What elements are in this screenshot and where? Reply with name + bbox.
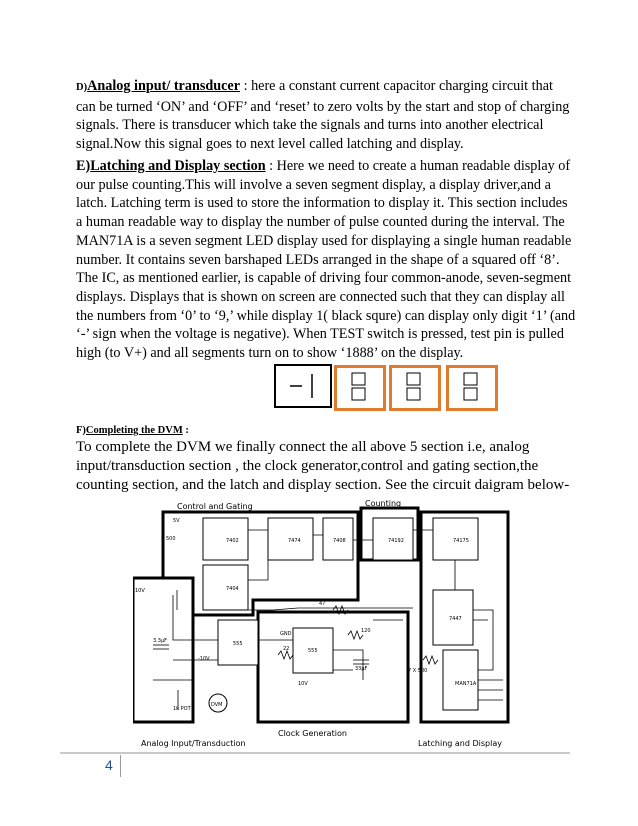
svg-text:7474: 7474 [288, 538, 301, 544]
label-clock-generation: Clock Generation [278, 729, 347, 738]
section-f-colon: : [182, 425, 189, 436]
svg-text:500: 500 [166, 536, 176, 542]
label-counting: Counting [365, 500, 402, 508]
eight-segment-icon [449, 368, 495, 408]
digit-one-icon [276, 366, 330, 406]
svg-text:74175: 74175 [453, 538, 469, 544]
display-digit-2 [334, 365, 386, 411]
footer-rule [60, 752, 570, 754]
resistor-array [423, 656, 438, 664]
label-analog-input: Analog Input/Transduction [141, 739, 246, 748]
section-f-heading: Completing the DVM [85, 425, 183, 436]
section-d-prefix: D) [76, 82, 88, 93]
svg-text:22: 22 [283, 646, 290, 652]
display-digit-4 [446, 365, 498, 411]
svg-text:MAN71A: MAN71A [455, 681, 477, 687]
section-f-prefix: F) [76, 425, 86, 436]
svg-text:DVM: DVM [211, 702, 223, 708]
eight-segment-icon [337, 368, 383, 408]
display-digit-3 [389, 365, 441, 411]
svg-text:-10V: -10V [198, 656, 210, 662]
svg-text:33μF: 33μF [355, 666, 368, 672]
label-control-gating: Control and Gating [177, 502, 253, 511]
svg-text:10V: 10V [298, 681, 308, 687]
svg-text:7404: 7404 [226, 586, 239, 592]
svg-text:120: 120 [361, 628, 371, 634]
chip-man71a [443, 650, 478, 710]
svg-text:47: 47 [319, 601, 326, 607]
section-f-paragraph [76, 438, 576, 495]
svg-text:7408: 7408 [333, 538, 346, 544]
section-e-text: : Here we need to create a human readable display of our pulse counting.This will involve a seven segment display, a display driver,and a latch. Latching term is used to store the information to display it. This section includes a human readable way to display the number of pulse counted during the interval. The MAN71A is a seven segment LED display used for displaying a single human readable number. It contains seven barshaped LEDs arranged in the shape of a squared off ‘8’. The IC, as mentioned earlier, is capable of driving four common-anode, seven-segment displays. Displays that is shown on screen are connected such that they can display all the numbers from ‘0’ to ‘9,’ while display 1( black squre) can display only digit ‘1’ (and ‘-’ sign when the voltage is negative). When TEST switch is pressed, test pin is pulled high (to V+) and all segments turn on to show ‘1888’ on the display. [76, 158, 576, 362]
section-d-heading: Analog input/ transducer [87, 78, 241, 94]
eight-segment-icon [392, 368, 438, 408]
section-e-paragraph [76, 157, 576, 363]
svg-text:555: 555 [308, 648, 318, 654]
page-number: 4 [105, 757, 113, 773]
section-e-heading: Latching and Display section [90, 158, 266, 174]
display-digit-one [274, 364, 332, 408]
section-d-text: : here a constant current capacitor charging circuit that can be turned ‘ON’ and ‘OFF’ and ‘reset’ to zero volts by the start and stop of charging signals. There is transducer which take the signals and turns into another electrical signal.Now this signal goes to next level called latching and display. [76, 78, 570, 153]
svg-text:7 X 500: 7 X 500 [408, 668, 428, 674]
circuit-diagram [133, 500, 557, 758]
seven-segment-displays-figure [0, 364, 638, 412]
circuit-schematic [133, 500, 557, 758]
resistor-22 [278, 651, 293, 659]
label-latching-display: Latching and Display [418, 739, 502, 748]
analog-boundary [133, 578, 193, 722]
section-f-text: To complete the DVM we finally connect the all above 5 section i.e, analog input/transduction section , the clock generator,control and gating section,the counting section, and the latch and display section. See the circuit daigram below- [76, 439, 570, 493]
section-e-prefix: E) [76, 158, 91, 174]
svg-text:7447: 7447 [449, 616, 462, 622]
svg-text:5V: 5V [173, 518, 180, 524]
svg-text:555: 555 [233, 641, 243, 647]
svg-text:GND: GND [280, 631, 292, 637]
svg-text:1k POT: 1k POT [173, 706, 191, 712]
svg-text:3.3μF: 3.3μF [153, 638, 168, 644]
svg-text:10V: 10V [135, 588, 145, 594]
svg-text:74192: 74192 [388, 538, 404, 544]
page-number-divider [120, 755, 121, 777]
svg-text:7402: 7402 [226, 538, 239, 544]
section-d-paragraph [76, 77, 576, 154]
